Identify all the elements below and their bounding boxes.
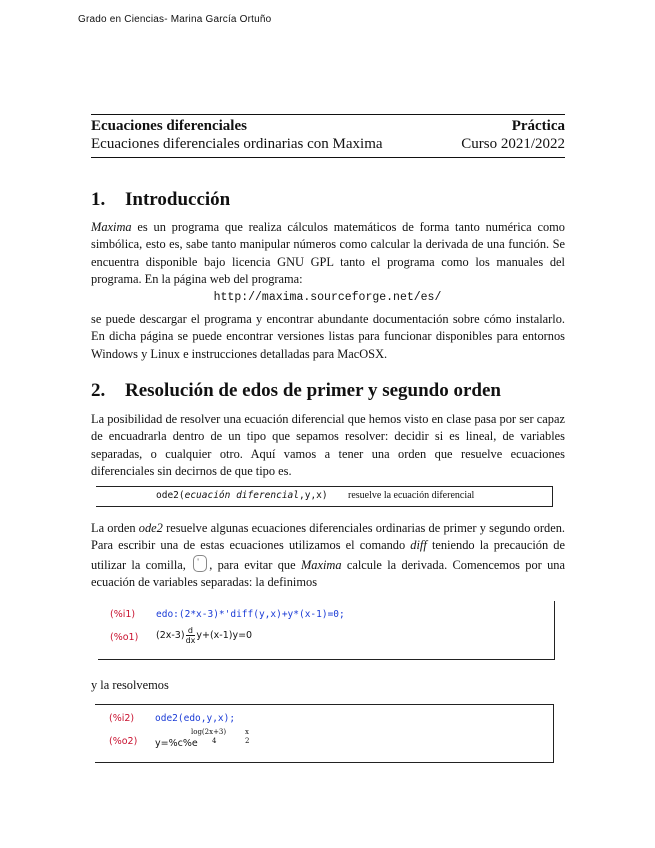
ode2-syntax-prefix: ode2(	[156, 490, 185, 501]
section-1-number: 1.	[91, 189, 106, 210]
output-1-post: y+(x-1)y=0	[196, 630, 253, 641]
section-2-paragraph-2	[91, 520, 565, 592]
doc-topic: Ecuaciones diferenciales ordinarias con Maxima	[91, 136, 383, 152]
p2-text-c: teniendo la precaución de utilizar la comilla,	[91, 538, 565, 572]
author-header: Grado en Ciencias- Marina García Ortuño	[78, 14, 272, 25]
maxima-session-2	[95, 704, 554, 763]
maxima-session-1	[98, 601, 555, 660]
section-2-paragraph-1: La posibilidad de resolver una ecuación diferencial que hemos visto en clase pasa por ser capaz de encuadrarla dentro de un tipo que sepamos resolver: decidir si es lineal, de variables separadas, o cualquier otro. Aquí vamos a tener una orden que resuelve ecuaciones diferenciales sin decirnos de que tipo es.	[91, 412, 565, 479]
doc-header-row-2	[91, 136, 565, 154]
output-2-exp2-num: x	[245, 728, 249, 736]
derivative-fraction	[186, 626, 196, 645]
header-rule-top	[91, 114, 565, 115]
doc-header-row-1	[91, 118, 565, 136]
p2-text-b: resuelve algunas ecuaciones diferenciales ordinarias de primer y segundo orden. Para escribir una de estas ecuaciones utilizamos el comando	[91, 521, 565, 553]
input-code-1[interactable]: edo:(2*x-3)*'diff(y,x)+y*(x-1)=0;	[156, 609, 345, 620]
ode2-description: resuelve la ecuación diferencial	[348, 490, 475, 501]
section-1-title: Introducción	[125, 189, 231, 210]
header-rule-bottom	[91, 157, 565, 158]
section-2-paragraph-3: y la resolvemos	[91, 678, 169, 692]
input-label-1: (%i1)	[110, 609, 136, 620]
p2-text-e: calcule la derivada. Comencemos por una ecuación de variables separadas: la definimos	[91, 557, 565, 590]
section-1-p1-text: es un programa que realiza cálculos matemáticos de forma tanto numérica como simbólica, esto es, sabe tanto manipular números como calcular la derivada de una función. Se encuentra disponible bajo licencia GNU GPL tanto el programa como los manuales del programa. En la página web del programa:	[91, 220, 565, 287]
derivative-num: d	[186, 626, 196, 636]
input-label-2: (%i2)	[109, 713, 135, 724]
section-2-title: Resolución de edos de primer y segundo orden	[125, 380, 501, 401]
output-expression-1	[156, 626, 252, 645]
ode2-emphasis: ode2	[138, 521, 163, 535]
input-code-2[interactable]: ode2(edo,y,x);	[155, 713, 236, 724]
p2-text-a: La orden	[91, 521, 139, 535]
doc-course: Curso 2021/2022	[461, 136, 565, 152]
output-label-2: (%o2)	[109, 736, 138, 747]
quote-glyph: '	[197, 556, 199, 567]
output-2-exp1: log(2x+3)	[191, 728, 227, 736]
section-1-paragraph-2: se puede descargar el programa y encontrar abundante documentación sobre cómo instalarlo. En dicha página se puede encontrar versiones listas para funcionar disponibles para entornos Windows y Linux e instrucciones detalladas para MacOSX.	[91, 312, 565, 361]
section-1-paragraph-1	[91, 219, 565, 289]
doc-subject: Ecuaciones diferenciales	[91, 118, 247, 134]
ode2-syntax-arg: ecuación diferencial	[184, 490, 299, 501]
quote-key-icon	[193, 555, 207, 572]
ode2-syntax-suffix: ,y,x)	[299, 490, 328, 501]
ode2-command-table	[96, 486, 553, 507]
maxima-emphasis-2: Maxima	[300, 557, 342, 572]
maxima-emphasis: Maxima	[91, 220, 132, 234]
section-2-heading	[91, 380, 501, 402]
output-label-1: (%o1)	[110, 632, 139, 643]
output-2-base: y=%c%e	[155, 738, 198, 749]
ode2-syntax	[156, 490, 328, 501]
p2-text-d: , para evitar que	[209, 557, 301, 572]
doc-kind: Práctica	[511, 118, 565, 134]
section-2-number: 2.	[91, 380, 106, 401]
section-1-heading	[91, 189, 230, 211]
derivative-den: dx	[185, 636, 196, 645]
maxima-url[interactable]: http://maxima.sourceforge.net/es/	[213, 291, 442, 304]
output-2-exp2-den: 2	[245, 737, 250, 745]
diff-emphasis: diff	[410, 538, 427, 553]
output-1-pre: (2x-3)	[156, 630, 185, 641]
output-2-exp1-den: 4	[212, 737, 217, 745]
